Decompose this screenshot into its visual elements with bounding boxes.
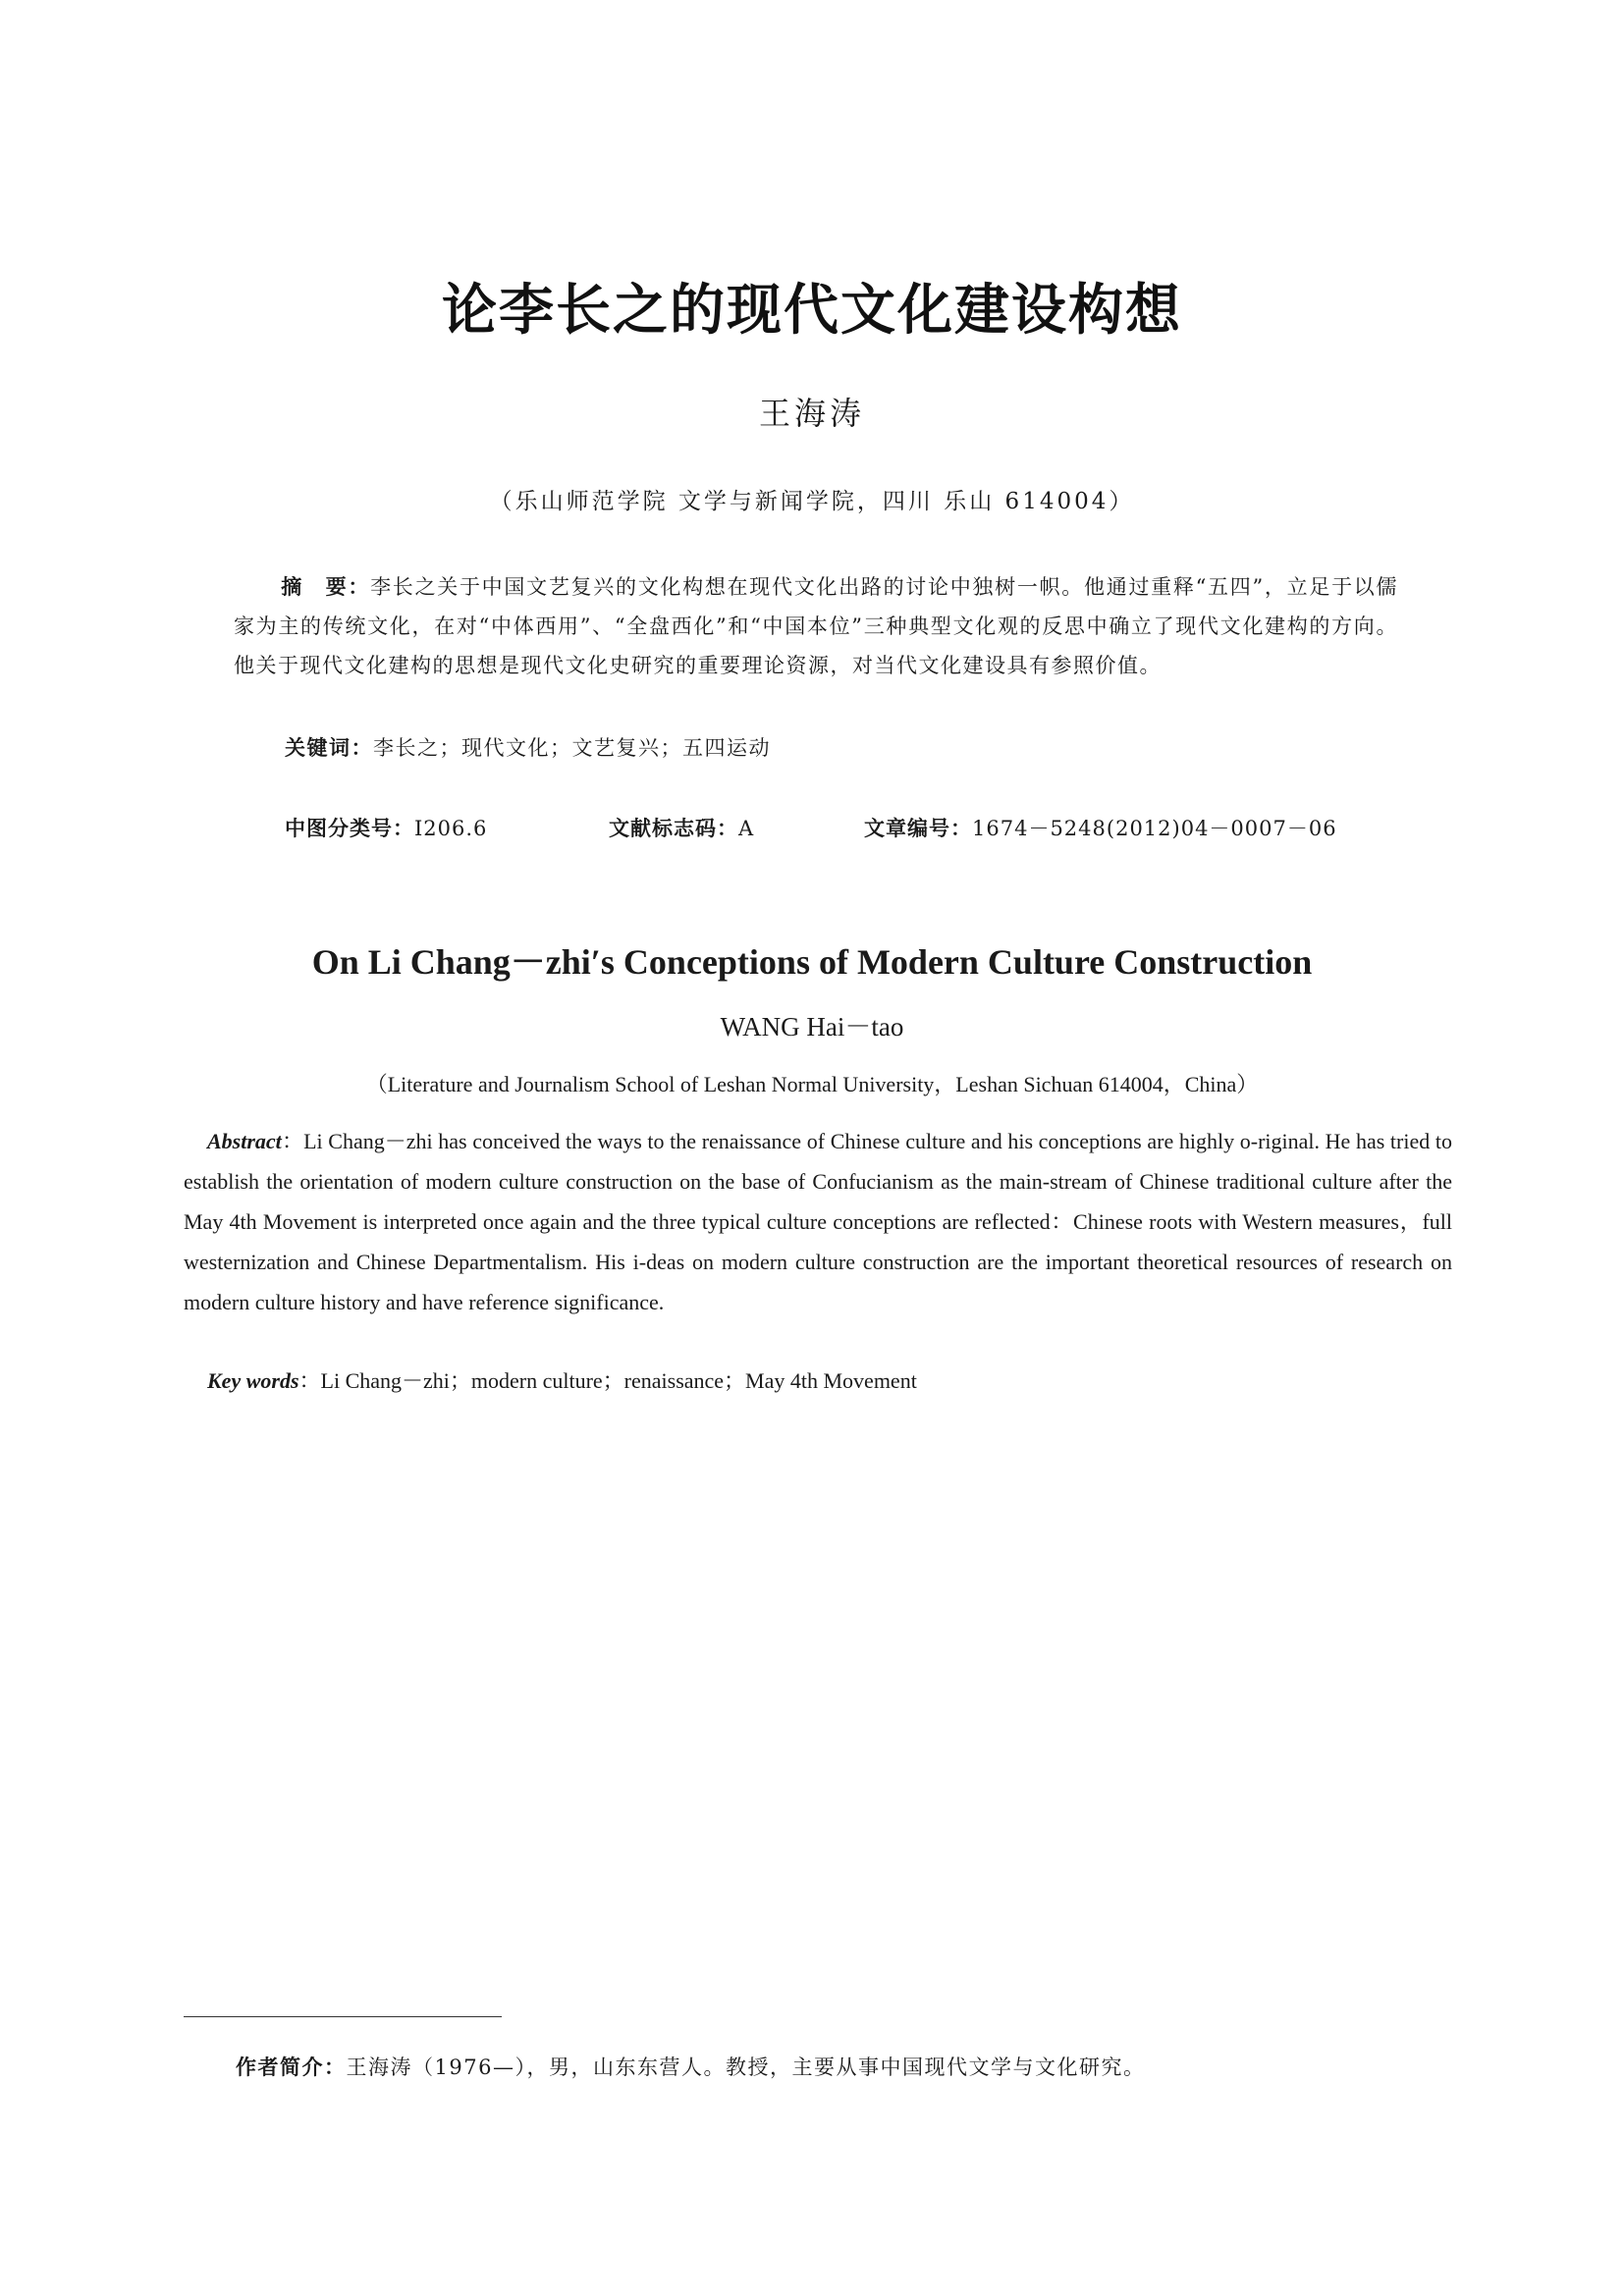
english-author: WANG Hai－tao: [720, 1012, 904, 1041]
chinese-keywords-text: 李长之；现代文化；文艺复兴；五四运动: [373, 736, 771, 760]
english-abstract: [184, 1121, 1452, 1322]
chinese-abstract-label: 摘 要：: [281, 575, 371, 599]
chinese-keywords-label: 关键词：: [285, 736, 373, 760]
clc-number: [285, 809, 487, 848]
english-abstract-label: Abstract: [207, 1129, 282, 1153]
chinese-keywords: [285, 728, 1365, 768]
clc-value: I206.6: [414, 817, 488, 840]
author-footnote-text: 王海涛（1976—），男，山东东营人。教授，主要从事中国现代文学与文化研究。: [346, 2056, 1146, 2079]
clc-label: 中图分类号：: [285, 817, 414, 840]
document-code-label: 文献标志码：: [609, 817, 738, 840]
article-number-label: 文章编号：: [864, 817, 972, 840]
article-number-value: 1674－5248(2012)04－0007－06: [972, 817, 1337, 840]
english-keywords-text: Li Chang－zhi；modern culture；renaissance；May 4th Movement: [320, 1368, 917, 1393]
author-footnote: [236, 2048, 1463, 2087]
chinese-abstract-text: 李长之关于中国文艺复兴的文化构想在现代文化出路的讨论中独树一帜。他通过重释“五四”，立足于以儒家为主的传统文化，在对“中体西用”、“全盘西化”和“中国本位”三种典型文化观的反思中确立了现代文化建构的方向。他关于现代文化建构的思想是现代文化史研究的重要理论资源，对当代文化建设具有参照价值。: [234, 575, 1399, 677]
author-footnote-label: 作者简介：: [236, 2056, 347, 2079]
chinese-affiliation: （乐山师范学院 文学与新闻学院，四川 乐山 614004）: [489, 489, 1135, 514]
document-code: [609, 809, 754, 848]
article-number: [864, 809, 1337, 848]
footnote-rule: [184, 2016, 502, 2017]
english-abstract-sep: ：: [281, 1129, 304, 1153]
english-title: On Li Chang－zhi′s Conceptions of Modern Culture Construction: [311, 942, 1313, 982]
english-keywords-label: Key words: [207, 1368, 299, 1393]
chinese-abstract: [234, 567, 1398, 685]
english-keywords-sep: ：: [298, 1368, 321, 1393]
english-abstract-text: Li Chang－zhi has conceived the ways to the renaissance of Chinese culture and his conceptions are highly o-riginal. He has tried to establish the orientation of modern culture construction on the base of Confucianism as the main-stream of Chinese traditional culture after the May 4th Movement is interpreted once again and the three typical culture conceptions are reflected：Chinese roots with Western measures，full westernization and Chinese Departmentalism. His i-deas on modern culture construction are the important theoretical resources of research on modern culture history and have reference significance.: [184, 1129, 1452, 1314]
document-code-value: A: [738, 817, 755, 840]
chinese-author: 王海涛: [758, 395, 865, 432]
english-keywords: [207, 1361, 1444, 1401]
english-affiliation: （Literature and Journalism School of Leshan Normal University，Leshan Sichuan 614004，China）: [365, 1072, 1259, 1096]
chinese-title: 论李长之的现代文化建设构想: [442, 279, 1182, 343]
